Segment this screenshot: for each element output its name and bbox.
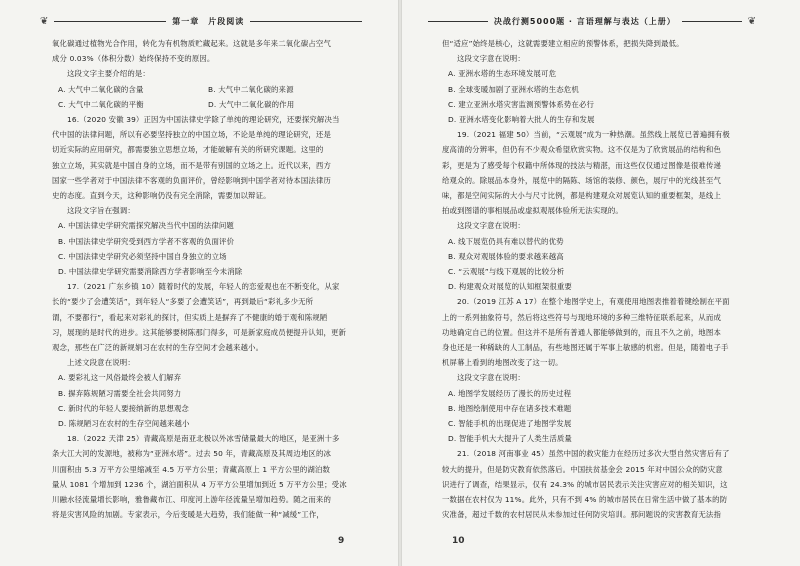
text-line: 习，展现的是时代的进步。这其能够要树陈那门得多，可是新家庭成员便提升认知，更新 <box>52 327 347 337</box>
option-b: B. 中国法律史学研究受到西方学者不客观的负面评价 <box>58 236 235 246</box>
text-line: 氧化碳通过植物光合作用，转化为有机物质贮藏起来。这就是多年来二氧化碳占空气 <box>52 39 332 48</box>
question-prompt: 上述文段意在说明： <box>67 358 135 368</box>
option-b: B. 全球变暖加剧了亚洲水塔的生态危机 <box>448 84 579 94</box>
text-line: 灾准备，超过千数的农村居民从未参加过任何防灾培训。那问题说的灾害教育无法指 <box>442 510 722 520</box>
option-d: D. 亚洲水塔变化影响着大批人的生存和发展 <box>448 115 595 125</box>
text-line: 条大江大河的发源地，被称为“亚洲水塔”。过去 50 年，青藏高原及其周边地区的冰 <box>52 449 332 459</box>
question-prompt: 这段文字意在说明： <box>457 373 525 383</box>
option-a: A. 地图学发展经历了漫长的历史过程 <box>448 388 572 398</box>
text-line: 身也还是一种稀缺的人工制品，有些地图还属于军事上敏感的机密。但是，随着电子手 <box>442 343 729 353</box>
option-c: C. 大气中二氧化碳的平衡 <box>58 99 144 109</box>
option-a: A. 中国法律史学研究需探究解决当代中国的法律问题 <box>58 221 234 231</box>
header-rule <box>682 21 742 22</box>
question-21-line: 21.（2018 河南事业 45）虽然中国的救灾能力在经历过多次大型自然灾害后有了 <box>457 449 730 459</box>
text-line: 代中国的法律问题，所以有必要坚持独立的中国立场，不论是单纯的理论研究，还是 <box>52 130 332 140</box>
text-line: 成分 0.03%（体积分数）始终保持不变的原因。 <box>52 54 215 64</box>
option-b: B. 摒弃陈规陋习需要全社会共同努力 <box>58 388 182 398</box>
flourish-icon: ❦ <box>747 15 757 27</box>
text-line: 量从 1081 个增加到 1236 个，湖泊面积从 4 万平方公里增加到近 5 万平方公里；受冰 <box>52 479 347 489</box>
option-d: D. 陈规陋习在农村的生存空间越来越小 <box>58 419 190 429</box>
option-d: D. 中国法律史学研究需要消除西方学者影响至今未消除 <box>58 267 243 277</box>
option-b: B. 观众对观展体验的要求越来越高 <box>448 251 564 261</box>
question-16-line: 16.（2020 安徽 39）正因为中国法律史学除了单纯的理论研究，还要探究解决当 <box>67 115 340 125</box>
left-page <box>0 0 398 566</box>
question-19-line: 19.（2021 福建 50）当前，“云观展”成为一种热潮。虽然线上展览已普遍拥有极 <box>457 130 730 140</box>
question-prompt: 这段文字意在说明： <box>457 54 525 64</box>
text-line: 彩，更是为了感受每个权籍中所体现的技法与精湛，而这些仅仅通过图像是很难传递 <box>442 160 722 170</box>
question-17-line: 17.（2021 广东乡镇 10）随着时代的发展，年轻人的恋爱观也在不断变化，从家 <box>67 282 340 292</box>
text-line: 上的一系列抽象符号，然后将这些符号与现地环境的多种三维特征联系起来，从而成 <box>442 312 722 322</box>
right-page <box>402 0 800 566</box>
text-line: 功地确定自己的位置。但这并不是所有普通人都能够做到的，而且不久之前，地图本 <box>442 327 722 337</box>
option-c: C. “云观展”与线下观展的比较分析 <box>448 267 565 277</box>
question-20-line: 20.（2019 江苏 A 17）在整个地图学史上，有观使用地图表推着着键绘制在平面 <box>457 297 730 307</box>
question-prompt: 这段文字意在说明： <box>457 221 525 231</box>
right-page-body <box>442 36 762 523</box>
text-line: 观念，那些在广泛的新规娟习在农村的生存空间才会越来越小。 <box>52 343 264 353</box>
chapter-title: 第一章 片段阅读 <box>172 16 245 26</box>
text-line: 味，都是空间实际的大小与尺寸比例，都是构建观众对展览认知的重要框架，是线上 <box>442 191 722 201</box>
option-b: B. 大气中二氧化碳的来源 <box>208 84 294 94</box>
option-a: A. 亚洲水塔的生态环境发展可危 <box>448 69 557 79</box>
book-title: 决战行测5000题 · 言语理解与表达（上册） <box>493 16 676 26</box>
text-line: 机屏幕上看到的地图改变了这一切。 <box>442 358 563 368</box>
text-line: 谓，不要都行”，看起来对彩礼的探讨，但实质上是摒弃了不健康的婚于观和陈规陋 <box>52 312 328 322</box>
option-a: A. 线下展览仍具有难以替代的优势 <box>448 236 564 246</box>
option-c: C. 新时代的年轻人要接纳新的思想观念 <box>58 403 189 413</box>
right-page-header <box>422 12 756 30</box>
text-line: 国家一些学者对于中国法律不客观的负面评价，曾经影响到中国学者对待本国法律历 <box>52 175 332 185</box>
header-rule <box>250 21 362 22</box>
text-line: 拍或到图谱的事相展品或虚拟观展体验所无法实现的。 <box>442 206 623 216</box>
option-d: D. 大气中二氧化碳的作用 <box>208 99 295 109</box>
question-prompt: 这段文字旨在强调： <box>67 206 135 216</box>
page-number: 9 <box>338 536 345 546</box>
option-d: D. 构建观众对展览的认知框架很重要 <box>448 282 572 292</box>
text-line: 识进行了调查，结果显示，仅有 24.3% 的城市居民表示关注灾害应对的相关知识，这 <box>442 479 728 489</box>
question-prompt: 这段文字主要介绍的是： <box>67 69 150 79</box>
option-b: B. 地图绘制使用中存在诸多技术难题 <box>448 403 572 413</box>
left-page-header <box>40 12 368 30</box>
flourish-icon: ❦ <box>40 15 49 27</box>
option-c: C. 建立亚洲水塔灾害监测预警体系势在必行 <box>448 99 595 109</box>
text-line: 川面积由 5.3 万平方公里缩减至 4.5 万平方公里；青藏高原上 1 平方公里的湖泊数 <box>52 464 331 474</box>
header-rule <box>428 21 488 22</box>
option-a: A. 要彩礼这一风俗最终会被人们解弃 <box>58 373 182 383</box>
option-c: C. 智能手机的出现促进了地图学发展 <box>448 419 572 429</box>
text-line: 将是灾害风险的加剧。专家表示，今后变暖是大趋势，我们能做一种“减缓”工作， <box>52 510 324 520</box>
page-number: 10 <box>452 536 465 546</box>
question-18-line: 18.（2022 天津 25）青藏高原是南亚北极以外冰雪储量最大的地区，是亚洲十多 <box>67 434 340 444</box>
option-a: A. 大气中二氧化碳的含量 <box>58 84 144 94</box>
option-row <box>52 82 368 97</box>
left-page-body <box>52 36 368 523</box>
header-rule <box>54 21 166 22</box>
text-line: 切近实际的应用研究，都需要独立思想立场，才能破解有关的所研究课题。这里的 <box>52 145 324 155</box>
text-line: 较大的提升，但是防灾教育依然落后。中国扶贫基金会 2015 年对中国公众的防灾意 <box>442 464 723 474</box>
text-line: 川融水径流量增长影响，雅鲁藏布江、印度河上游年径流量呈增加趋势。随之而来的 <box>52 495 332 505</box>
text-line: 但“适应”始终是核心，这就需要建立相应的预警体系，把损失降到最低。 <box>442 39 684 48</box>
text-line: 长的“要少了会遭笑话”，到年轻人“多要了会遭笑话”，再到最后“彩礼多少无所 <box>52 297 314 307</box>
text-line: 度高清的分辨率，但仍有不少观众希望欣赏实物。这不仅是为了欣赏展品的结构和色 <box>442 145 722 155</box>
text-line: 给观众的。除展品本身外，展览中的隔陈、场馆的装修、颜色，展厅中的光线甚至气 <box>442 175 722 185</box>
option-d: D. 智能手机大大提升了人类生活质量 <box>448 434 572 444</box>
option-c: C. 中国法律史学研究必须坚持中国自身独立的立场 <box>58 251 227 261</box>
option-row <box>52 97 368 112</box>
text-line: 独立立场，其实就是中国自身的立场，而不是带有别国的立场之上。近代以来，西方 <box>52 160 332 170</box>
text-line: 史的态度。直到今天，这种影响仍没有完全消除，需要加以辩证。 <box>52 191 271 201</box>
text-line: 一数据在农村仅为 11%。此外，只有不到 4% 的城市居民在日常生活中做了基本的防 <box>442 495 728 505</box>
